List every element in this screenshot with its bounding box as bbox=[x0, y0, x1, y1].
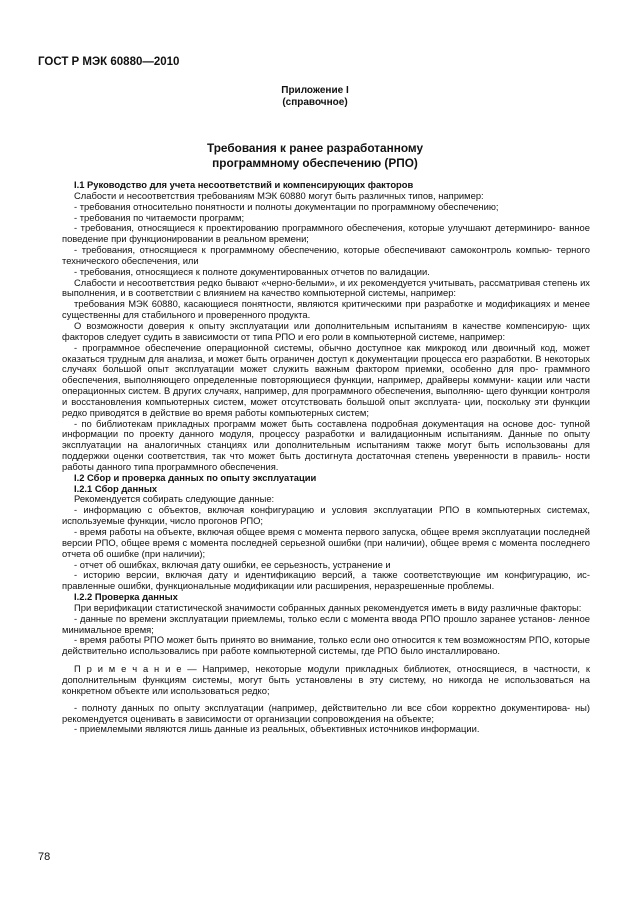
paragraph: - требования относительно понятности и полноты документации по программному обеспечению; bbox=[74, 200, 499, 212]
appendix-label: Приложение I bbox=[281, 85, 349, 96]
paragraph: Слабости и несоответствия редко бывают «черно-белыми», и их рекомендуется учитывать, рассматривая степень их выполнения, и в соответствии с влиянием на качество компьютерной системы, например: bbox=[62, 276, 590, 299]
paragraph: - время работы РПО может быть принято во внимание, только если оно относится к тем возможностям РПО, которые действительно использовались при работе компьютерной системы, где РПО было инсталлировано. bbox=[62, 634, 590, 657]
paragraph: - требования, относящиеся к проектированию программного обеспечения, которые улучшают детерминиро- ванное поведение при функционировании в реальном времени; bbox=[62, 222, 590, 245]
paragraph: - требования, относящиеся к программному обеспечению, которые обеспечивают самоконтроль компью- терного технического обеспечения, или bbox=[62, 244, 590, 266]
section-heading: I.2.2 Проверка данных bbox=[74, 591, 178, 603]
section-heading: I.1 Руководство для учета несоответствий и компенсирующих факторов bbox=[74, 179, 414, 190]
section-title-line-1: Требования к ранее разработанному bbox=[206, 141, 424, 155]
paragraph: - данные по времени эксплуатации приемлемы, только если с момента ввода РПО прошло заранее установ- ленное минимальное время; bbox=[62, 612, 590, 635]
paragraph: - информацию с объектов, включая конфигурацию и условия эксплуатации РПО в компьютерных системах, используемые функции, число прогонов РПО; bbox=[62, 504, 590, 527]
standard-header: ГОСТ Р МЭК 60880—2010 bbox=[38, 56, 180, 68]
paragraph: Слабости и несоответствия требованиям МЭК 60880 могут быть различных типов, например: bbox=[74, 189, 484, 201]
note-paragraph: П р и м е ч а н и е — Например, некоторые модули прикладных библиотек, относящиеся, в частности, к дополнительным функциям системы, могут быть установлены в эту систему, но никогда не использоваться на конкретном объекте или использоваться редко; bbox=[62, 663, 590, 696]
appendix-type: (справочное) bbox=[282, 97, 348, 108]
paragraph: Рекомендуется собирать следующие данные: bbox=[74, 493, 275, 505]
paragraph: - время работы на объекте, включая общее время с момента первого запуска, общее время эксплуатации последней версии РПО, общее время с момента последней серьезной ошибки (при наличии), общее время с момента последнего отчета об ошибке (при наличии); bbox=[62, 526, 590, 559]
paragraph: При верификации статистической значимости собранных данных рекомендуется иметь в виду различные факторы: bbox=[74, 601, 582, 613]
section-heading: I.2.1 Сбор данных bbox=[74, 482, 158, 494]
paragraph: - по библиотекам прикладных программ может быть составлена подробная документация на основе дос- тупной информации по проекту данного модуля, процессу разработки и валидационным испытаниям. Данные по опыту эксплуатации на аналогичных станциях или дополнительным испытаниям также могут быть использованы для поддержки оценки соответствия, так что может быть достигнута достаточная степень уверенности в правиль- ности работы данного типа программного обеспечения. bbox=[62, 417, 590, 472]
document-body bbox=[62, 180, 590, 735]
paragraph: - историю версии, включая дату и идентификацию версий, а также соответствующие им конфигурацию, ис- правленные ошибки, функциональные модификации или расширения, неразрешенные проблемы. bbox=[62, 569, 590, 592]
paragraph: - требования по читаемости программ; bbox=[74, 211, 245, 223]
paragraph: - полноту данных по опыту эксплуатации (например, действительно ли все сбои корректно документирова- ны) рекомендуется оценивать в зависимости от организации сопровождения на объекте; bbox=[62, 701, 590, 724]
paragraph: - приемлемыми являются лишь данные из реальных, объективных источников информации. bbox=[74, 723, 480, 735]
paragraph: - требования, относящиеся к полноте документированных отчетов по валидации. bbox=[74, 265, 430, 277]
paragraph: - программное обеспечение операционной системы, обычно доступное как микрокод или двоичный код, может оказаться трудным для анализа, и может быть ограничен доступ к документации процесса его разработки. В некоторых случаях большой опыт эксплуатации может служить важным фактором приемки, особенно для про- граммного обеспечения, выполняющего определенные повторяющиеся функции, например, драйверы коммуни- кации или части операционных систем. В других случаях, например, для программного обеспечения, выполняю- щего функции контроля и восстановления компьютерных систем, может отсутствовать большой опыт эксплуата- ции, поскольку эти функции редко приводятся в действие во время работы компьютерных систем; bbox=[62, 341, 590, 418]
page-number: 78 bbox=[38, 851, 51, 863]
paragraph: - отчет об ошибках, включая дату ошибки, ее серьезность, устранение и bbox=[74, 558, 391, 570]
section-title-line-2: программному обеспечению (РПО) bbox=[212, 156, 418, 170]
section-heading: I.2 Сбор и проверка данных по опыту эксплуатации bbox=[74, 471, 317, 483]
paragraph: О возможности доверия к опыту эксплуатации или дополнительным испытаниям в качестве компенсирую- щих факторов следует судить в зависимости от типа РПО и его роли в компьютерной системе, например: bbox=[62, 319, 590, 342]
paragraph: требования МЭК 60880, касающиеся понятности, являются критическими при разработке и модификациях и менее существенны для стабильного и проверенного продукта. bbox=[62, 298, 590, 321]
